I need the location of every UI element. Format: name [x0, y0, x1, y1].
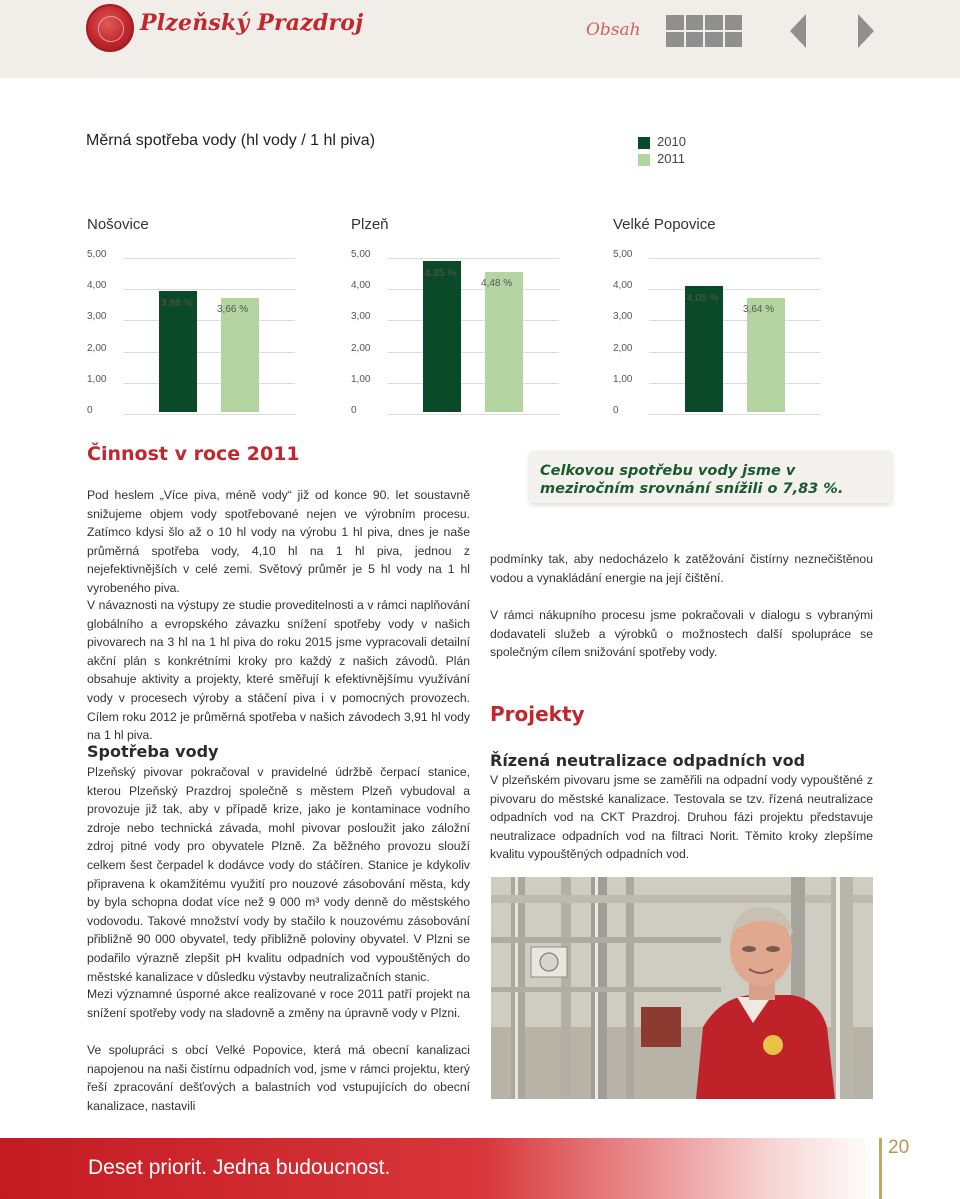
- bar-value-label: 3,64 %: [743, 304, 775, 316]
- legend-label-2011: 2011: [657, 151, 685, 166]
- photo-brewery-worker: [491, 877, 873, 1099]
- y-tick-label: 2,00: [87, 342, 107, 354]
- y-tick-label: 2,00: [351, 342, 371, 354]
- y-tick-label: 4,00: [351, 280, 371, 292]
- gridline: [123, 352, 295, 353]
- heading-projects: Projekty: [490, 702, 585, 726]
- gridline: [649, 383, 821, 384]
- y-tick-label: 0: [613, 405, 619, 416]
- page-number-divider: [879, 1138, 882, 1199]
- y-tick-label: 0: [351, 405, 357, 416]
- paragraph-slogan-intro: Pod heslem „Více piva, méně vody“ již od konce 90. let soustavně snižujeme objem vody spotřebované nejen ve výrobním procesu. Zatímco kdysi šlo až o 10 hl vody na výrobu 1 hl piva, dnes je naše průměrná spotřeba vody, 4,10 hl na 1 hl piva, jednou z nejefektivnějších v celé zemi. Světový průměr je 5 hl vody na 1 hl vyrobeného piva.: [87, 488, 470, 595]
- gridline: [649, 414, 821, 415]
- gridline: [649, 320, 821, 321]
- y-tick-label: 0: [87, 405, 93, 416]
- footer-slogan: Deset priorit. Jedna budoucnost.: [88, 1156, 391, 1179]
- paragraph-saving-actions: Mezi významné úsporné akce realizované v roce 2011 patří projekt na snížení spotřeby vody na sladovně a změny na úpravně vody v Plzni.: [87, 987, 470, 1020]
- y-tick-label: 2,00: [613, 342, 633, 354]
- gridline: [123, 258, 295, 259]
- gridline: [123, 383, 295, 384]
- gridline: [123, 320, 295, 321]
- bar-2-1: [747, 298, 785, 412]
- y-tick-label: 4,00: [87, 280, 107, 292]
- y-tick-label: 5,00: [613, 249, 633, 260]
- gridline: [387, 289, 559, 290]
- bar-value-label: 3,88 %: [161, 297, 193, 309]
- bar-0-0: [159, 291, 197, 412]
- highlight-quote-text: Celkovou spotřebu vody jsme v meziročním srovnání snížili o 7,83 %.: [540, 463, 844, 497]
- bar-value-label: 4,85 %: [425, 267, 457, 279]
- panel-title-1: Plzeň: [351, 216, 389, 233]
- page-number: 20: [888, 1137, 910, 1158]
- bar-1-0: [423, 261, 461, 412]
- bar-1-1: [485, 272, 523, 412]
- paragraph-velke-popovice: Ve spolupráci s obcí Velké Popovice, která má obecní kanalizaci napojenou na naši čistírnu odpadních vod, jsme v rámci projektu, který řeší zpracování dešťových a balastních vod vstupujících do obecní kanalizace, nastavili: [87, 1043, 470, 1113]
- gridline: [649, 289, 821, 290]
- y-tick-label: 1,00: [87, 373, 107, 385]
- gridline: [387, 383, 559, 384]
- brand-logo-text: Plzeňský Prazdroj: [140, 10, 364, 36]
- legend-label-2010: 2010: [657, 134, 686, 149]
- paragraph-pumping-station: Plzeňský pivovar pokračoval v pravidelné údržbě čerpací stanice, kterou Plzeňský Prazdroj společně s městem Plzeň vybudoval a provozuje již tak, aby v případě krize, jako je kontaminace vodního zdroje nebo technická závada, mohl pivovar posloužit jako záložní zdroj pitné vody pro obyvatele Plzně. Za běžného provozu slouží celkem šest čerpadel k dodávce vody do stáčíren. Stanice je kdykoliv připravena k okamžitému využití pro nouzové zásobování města, kdy by byla schopna dodat více než 9 000 m³ vody denně do městského vodovodu. Takové množství vody by stačilo k nouzovému zásobování přibližně 90 000 obyvatel, tedy přibližně poloviny obyvatel. V Plzni se podařilo výrazně zlepšit pH kvalitu odpadních vod vypouštěných do městské kanalizace v důsledku výstavby neutralizačních stanic.: [87, 765, 470, 984]
- bar-value-label: 3,66 %: [217, 303, 249, 315]
- gridline: [649, 352, 821, 353]
- chart-area: [0, 0, 960, 440]
- panel-title-2: Velké Popovice: [613, 216, 716, 233]
- gridline: [387, 414, 559, 415]
- y-tick-label: 3,00: [351, 311, 371, 323]
- gridline: [123, 414, 295, 415]
- panel-title-0: Nošovice: [87, 216, 149, 233]
- paragraph-conditions: podmínky tak, aby nedocházelo k zatěžování čistírny neznečištěnou vodou a vynakládání energie na její čištění.: [490, 552, 873, 585]
- bar-value-label: 4,05 %: [687, 292, 719, 304]
- paragraph-action-plan: V návaznosti na výstupy ze studie proveditelnosti a v rámci naplňování globálního a evropského závazku snížení spotřeby vody v našich pivovarech na 3 hl na 1 hl piva do roku 2015 jsme vypracovali detailní akční plán s konkrétními kroky pro každý z našich závodů. Plán obsahuje aktivity a projekty, které směřují k efektivnějšímu využívání vody v procesech výroby a stáčení piva i v pomocných provozech. Cílem roku 2012 je průměrná spotřeba v našich závodech 3,91 hl vody na 1 hl piva.: [87, 598, 470, 743]
- nav-contents-link[interactable]: Obsah: [586, 20, 641, 40]
- y-tick-label: 5,00: [87, 249, 107, 260]
- y-tick-label: 1,00: [613, 373, 633, 385]
- bar-0-1: [221, 298, 259, 412]
- y-tick-label: 3,00: [87, 311, 107, 323]
- photo-illustration: [491, 877, 873, 1099]
- gridline: [387, 320, 559, 321]
- y-tick-label: 1,00: [351, 373, 371, 385]
- gridline: [649, 258, 821, 259]
- paragraph-suppliers: V rámci nákupního procesu jsme pokračovali v dialogu s vybranými dodavateli služeb a výrobků o možnostech další spolupráce se společným cílem snižování spotřeby vody.: [490, 608, 873, 660]
- gridline: [387, 352, 559, 353]
- bar-value-label: 4,48 %: [481, 278, 513, 290]
- gridline: [123, 289, 295, 290]
- y-tick-label: 5,00: [351, 249, 371, 260]
- gridline: [387, 258, 559, 259]
- y-tick-label: 4,00: [613, 280, 633, 292]
- heading-neutralization: Řízená neutralizace odpadních vod: [490, 751, 806, 770]
- chart-title: Měrná spotřeba vody (hl vody / 1 hl piva): [86, 132, 376, 149]
- paragraph-neutralization: V plzeňském pivovaru jsme se zaměřili na odpadní vody vypouštěné z pivovaru do městské kanalizace. Testovala se tzv. řízená neutralizace odpadních vod na CKT Prazdroj. Druhou fázi projektu představuje neutralizace odpadních vod na filtraci Norit. Těmito kroky zlepšíme kvalitu vypouštěných odpadních vod.: [490, 773, 873, 862]
- heading-water-consumption: Spotřeba vody: [87, 742, 219, 761]
- heading-activity-2011: Činnost v roce 2011: [87, 443, 300, 465]
- y-tick-label: 3,00: [613, 311, 633, 323]
- bar-2-0: [685, 286, 723, 412]
